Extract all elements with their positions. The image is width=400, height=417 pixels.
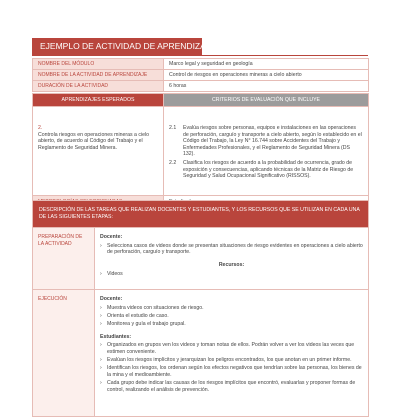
list-item: › Orienta el estudio de caso. [100, 313, 363, 320]
preparacion-docente-list [100, 243, 363, 256]
value-duracion: 6 horas [164, 81, 369, 92]
phase-preparacion [33, 228, 369, 290]
list-item: › Selecciona casos de videos donde se presentan situaciones de riesgo evidentes en operaciones a cielo abierto de perforación, carguío y transporte. [100, 243, 363, 256]
phase-ejecucion [33, 290, 369, 417]
learning-table [32, 93, 369, 210]
info-row-duracion [33, 81, 369, 92]
learning-content-row [33, 107, 369, 196]
header-aprendizajes: APRENDIZAJES ESPERADOS [33, 94, 164, 107]
section-banner: EJEMPLO DE ACTIVIDAD DE APRENDIZAJE [32, 38, 202, 55]
preparacion-recursos-list [100, 271, 363, 278]
preparacion-content [95, 228, 369, 290]
learning-header-row [33, 94, 369, 107]
label-preparacion: PREPARACIÓN DE LA ACTIVIDAD [33, 228, 95, 290]
list-item: › Organizados en grupos ven los videos y toman notas de ellos. Podrán volver a ver los videos las veces que estimen conveniente. [100, 342, 363, 355]
criterio-item [169, 125, 363, 158]
criterios-list [169, 125, 363, 180]
criterio-number: 2.1 [169, 125, 177, 131]
ejecucion-estudiantes-title: Estudiantes: [100, 333, 132, 340]
label-ejecucion: EJECUCIÓN [33, 290, 95, 417]
aprendizaje-cell [33, 107, 164, 196]
label-modulo: NOMBRE DEL MÓDULO [33, 59, 164, 70]
label-duracion: DURACIÓN DE LA ACTIVIDAD [33, 81, 164, 92]
criterio-text: Clasifica los riesgos de acuerdo a la probabilidad de ocurrencia, grado de exposición y consecuencias, aplicando técnicas de la Matriz de Riesgo de Seguridad y Salud Ocupacional Significativo (RISSOS). [183, 159, 354, 180]
criterio-text: Evalúa riesgos sobre personas, equipos e instalaciones en las operaciones de perforación, carguío y transporte a cielo abierto, según lo establecido en el Código del Trabajo, la Ley N° 16.744 sobre Accidentes del Trabajo y Enfermedades Profesionales, y el Reglamento de Seguridad Minera (DS 132). [183, 125, 362, 158]
header-criterios: CRITERIOS DE EVALUACIÓN QUE INCLUYE [164, 94, 369, 107]
banner-rule [32, 55, 368, 56]
list-item: › Cada grupo debe indicar las causas de los riesgos implícitos que encontró, evaluarlas y proponer formas de control, realizando el análisis de prevención. [100, 380, 363, 393]
preparacion-recursos-title: Recursos: [218, 262, 245, 269]
list-item: › Evalúan los riesgos implícitos y jerarquizan los peligros encontrados, los que anotan en un primer informe. [100, 357, 363, 364]
criterio-item [169, 160, 363, 180]
ejecucion-estudiantes-list [100, 342, 363, 393]
ejecucion-content [95, 290, 369, 417]
label-actividad: NOMBRE DE LA ACTIVIDAD DE APRENDIZAJE [33, 70, 164, 81]
list-item: › Muestra videos con situaciones de riesgo. [100, 305, 363, 312]
aprendizaje-text: Controla riesgos en operaciones mineras a cielo abierto, de acuerdo al Código del Trabajo y el Reglamento de Seguridad Minera. [38, 131, 150, 151]
tasks-header-row [33, 201, 369, 228]
list-item: › Monitorea y guía el trabajo grupal. [100, 321, 363, 328]
criterio-number: 2.2 [169, 159, 177, 166]
tasks-description: DESCRIPCIÓN DE LAS TAREAS QUE REALIZAN DOCENTES Y ESTUDIANTES, Y LOS RECURSOS QUE SE UTILIZAN EN CADA UNA DE LAS SIGUIENTES ETAPAS: [33, 201, 369, 228]
value-modulo: Marco legal y seguridad en geología [164, 59, 369, 70]
list-item: › Videos [100, 271, 363, 278]
info-table [32, 58, 369, 92]
preparacion-docente-title: Docente: [100, 234, 123, 240]
tasks-table [32, 200, 369, 417]
ejecucion-docente-title: Docente: [100, 296, 123, 302]
ejecucion-docente-list [100, 305, 363, 328]
aprendizaje-number: 2. [38, 125, 43, 131]
criterios-cell [164, 107, 369, 196]
info-row-modulo [33, 59, 369, 70]
value-actividad: Control de riesgos en operaciones mineras a cielo abierto [164, 70, 369, 81]
info-row-actividad [33, 70, 369, 81]
list-item: › Identifican los riesgos, los ordenan según los efectos negativos que tendrían sobre las personas, los bienes de la mina y el medioambiente. [100, 365, 363, 378]
